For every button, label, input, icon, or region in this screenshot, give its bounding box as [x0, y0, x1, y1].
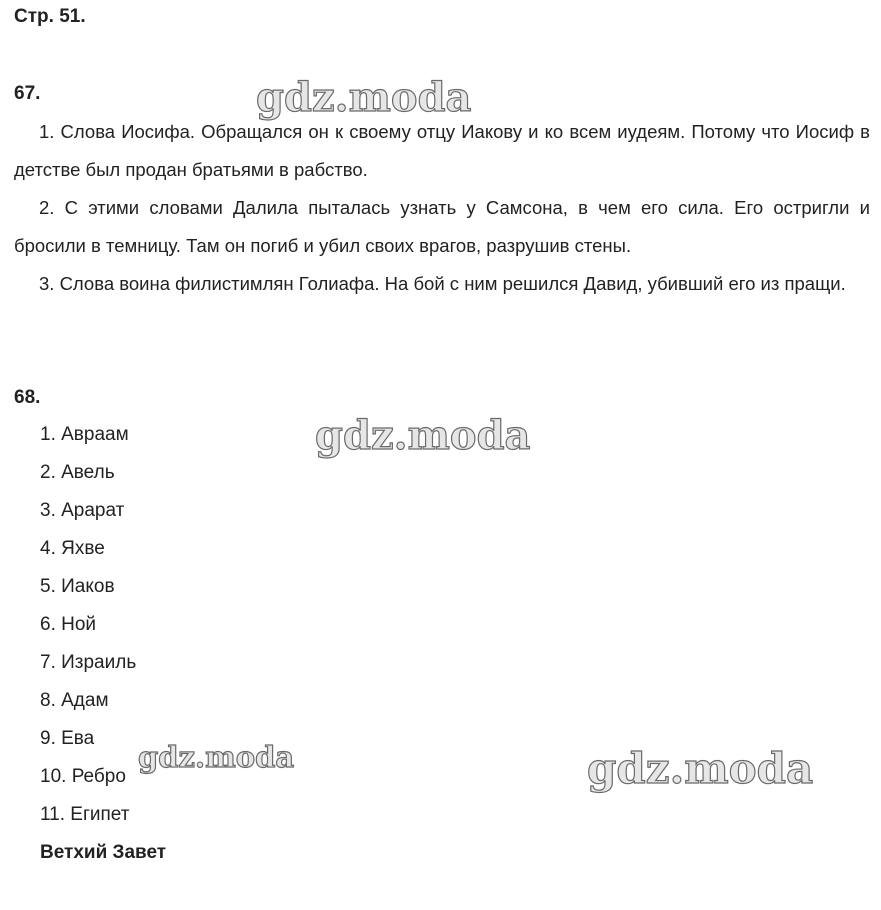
watermark: gdz.moda [138, 740, 295, 774]
list-item: 9. Ева [40, 728, 95, 749]
page-label: Стр. 51. [14, 6, 86, 27]
list-item: 3. Арарат [40, 500, 125, 521]
watermark: gdz.moda [587, 744, 814, 793]
list-item: 2. Авель [40, 462, 115, 483]
task-67-number: 67. [14, 83, 41, 104]
watermark: gdz.moda [315, 412, 531, 459]
list-item: 8. Адам [40, 690, 109, 711]
list-item: 5. Иаков [40, 576, 115, 597]
watermark: gdz.moda [256, 74, 472, 121]
task-67-answer-3: 3. Слова воина филистимлян Голиафа. На бой с ним решился Давид, убивший его из пращи. [39, 273, 846, 294]
task-68-answer-list [40, 416, 136, 834]
task-68-final-answer: Ветхий Завет [40, 842, 167, 863]
list-item: 4. Яхве [40, 538, 105, 559]
list-item: 1. Авраам [40, 424, 129, 445]
task-67-answer-2: 2. С этими словами Далила пыталась узнать у Самсона, в чем его сила. Его остригли и бросили в темницу. Там он погиб и убил своих врагов, разрушив стены. [14, 197, 870, 256]
task-68-number: 68. [14, 387, 41, 408]
list-item: 7. Израиль [40, 652, 137, 673]
list-item: 11. Египет [40, 804, 130, 825]
list-item: 6. Ной [40, 614, 97, 635]
list-item: 10. Ребро [40, 766, 126, 787]
task-67-answer-1: 1. Слова Иосифа. Обращался он к своему отцу Иакову и ко всем иудеям. Потому что Иосиф в детстве был продан братьями в рабство. [14, 121, 870, 180]
